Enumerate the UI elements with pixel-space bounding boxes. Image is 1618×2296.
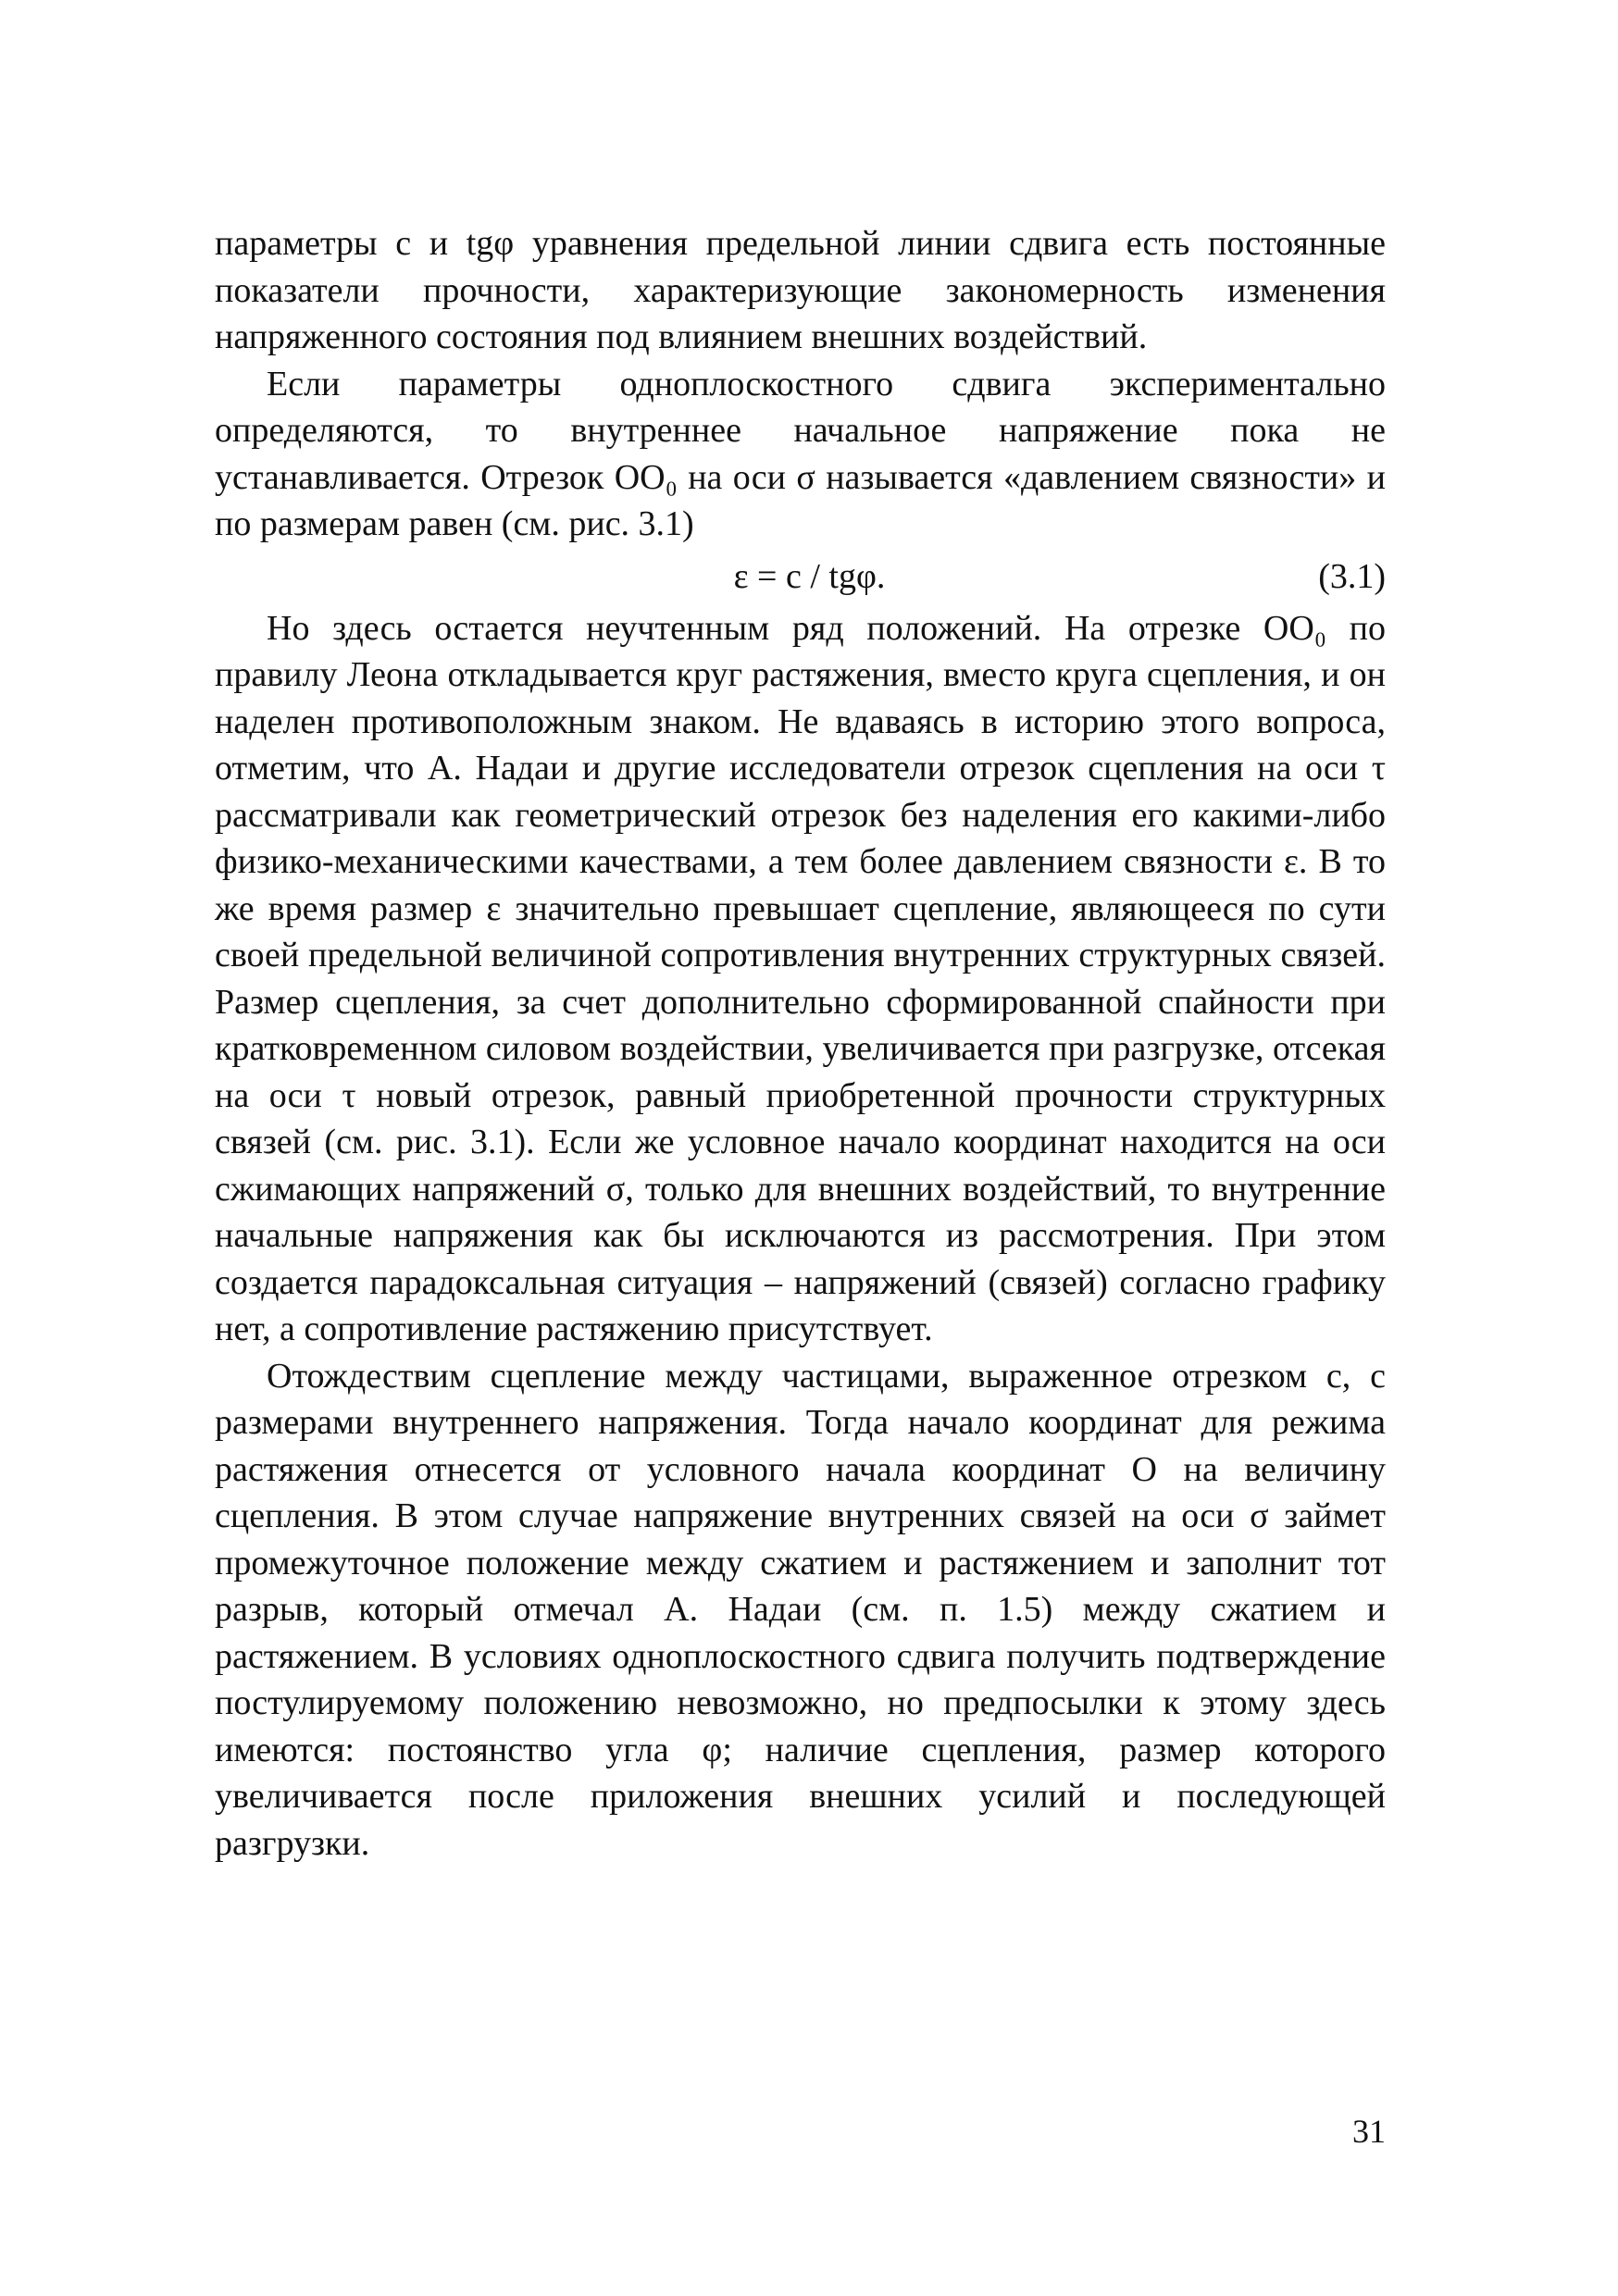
paragraph-1: параметры c и tgφ уравнения предельной линии сдвига есть постоянные показатели прочности, характеризующие закономерность изменения напряженного состояния под влиянием внешних воздействий.	[215, 224, 1386, 356]
body-text	[215, 220, 1386, 1867]
equation-number: (3.1)	[1318, 556, 1386, 596]
paragraph-4: Отождествим сцепление между частицами, выраженное отрезком c, с размерами внутреннего напряжения. Тогда начало координат для режима растяжения отнесется от условного начала координат O на величину сцепления. В этом случае напряжение внутренних связей на оси σ займет промежуточное положение между сжатием и растяжением и заполнит тот разрыв, который отмечал А. Надаи (см. п. 1.5) между сжатием и растяжением. В условиях одноплоскостного сдвига получить подтверждение постулируемому положению невозможно, но предпосылки к этому здесь имеются: постоянство угла φ; наличие сцепления, размер которого увеличивается после приложения внешних усилий и последующей разгрузки.	[215, 1356, 1386, 1863]
paragraph-2: Если параметры одноплоскостного сдвига экспериментально определяются, то внутреннее начальное напряжение пока не устанавливается. Отрезок OO₀ на оси σ называется «давлением связности» и по размерам равен (см. рис. 3.1)	[215, 364, 1386, 543]
equation-formula: ε = c / tgφ.	[733, 556, 886, 596]
equation-3-1	[215, 553, 1386, 600]
paragraph-3: Но здесь остается неучтенным ряд положений. На отрезке OO₀ по правилу Леона откладывается круг растяжения, вместо круга сцепления, и он наделен противоположным знаком. Не вдаваясь в историю этого вопроса, отметим, что А. Надаи и другие исследователи отрезок сцепления на оси τ рассматривали как геометрический отрезок без наделения его какими-либо физико-механическими качествами, а тем более давлением связности ε. В то же время размер ε значительно превышает сцепление, являющееся по сути своей предельной величиной сопротивления внутренних структурных связей. Размер сцепления, за счет дополнительно сформированной спайности при кратковременном силовом воздействии, увеличивается при разгрузке, отсекая на оси τ новый отрезок, равный приобретенной прочности структурных связей (см. рис. 3.1). Если же условное начало координат находится на оси сжимающих напряжений σ, только для внешних воздействий, то внутренние начальные напряжения как бы исключаются из рассмотрения. При этом создается парадоксальная ситуация – напряжений (связей) согласно графику нет, а сопротивление растяжению присутствует.	[215, 608, 1386, 1348]
page-number: 31	[1352, 2113, 1386, 2150]
